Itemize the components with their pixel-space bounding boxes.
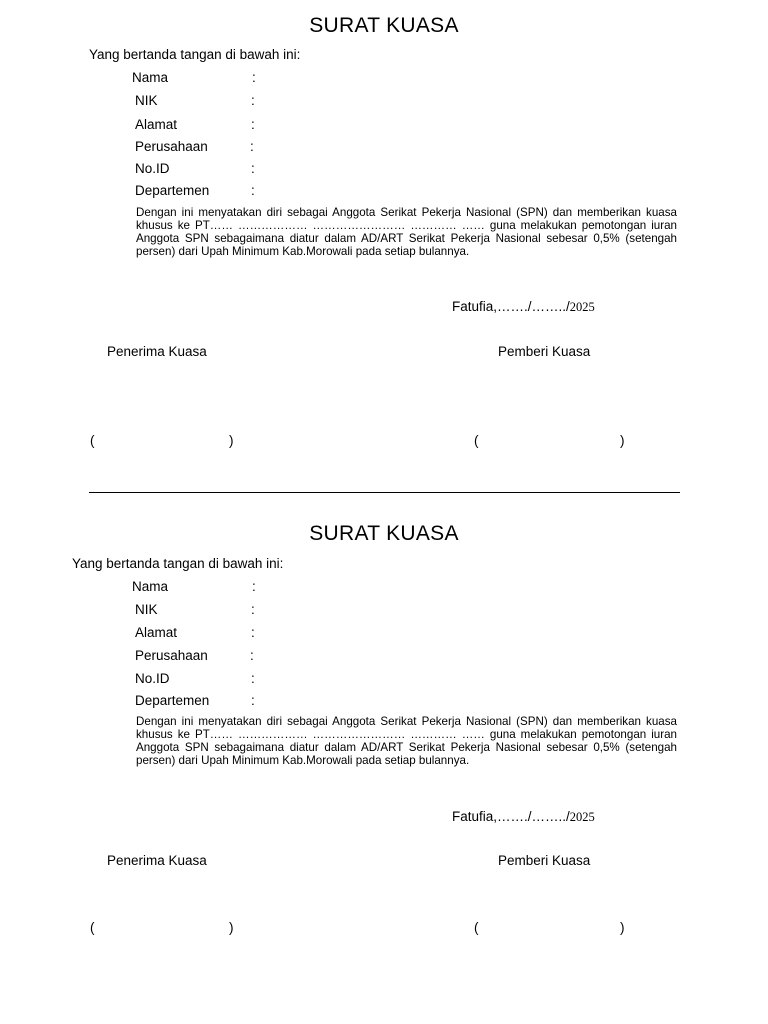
field-colon: : bbox=[251, 602, 255, 617]
field-label-departemen: Departemen bbox=[135, 693, 210, 708]
giver-label: Pemberi Kuasa bbox=[498, 344, 591, 359]
field-label-perusahaan: Perusahaan bbox=[135, 139, 208, 154]
receiver-signature-close-paren: ) bbox=[229, 433, 234, 448]
place-date-text: Fatufia,……./……../ bbox=[452, 299, 570, 314]
receiver-signature-open-paren: ( bbox=[90, 433, 95, 448]
field-colon: : bbox=[251, 671, 255, 686]
field-label-no-id: No.ID bbox=[135, 671, 170, 686]
field-colon: : bbox=[250, 648, 254, 663]
field-colon: : bbox=[251, 183, 255, 198]
statement-paragraph: Dengan ini menyatakan diri sebagai Anggota Serikat Pekerja Nasional (SPN) dan memberikan kuasa khusus ke PT…… ……………… …………………… ………… …… guna melakukan pemotongan iuran Anggota SPN sebagaimana diatur dalam AD/ART Serikat Pekerja Nasional sebesar 0,5% (setengah persen) dari Upah Minimum Kab.Morowali pada setiap bulannya. bbox=[136, 715, 677, 767]
form-title: SURAT KUASA bbox=[309, 522, 459, 545]
receiver-label: Penerima Kuasa bbox=[107, 853, 207, 868]
form-title: SURAT KUASA bbox=[309, 14, 459, 37]
field-label-nik: NIK bbox=[135, 93, 158, 108]
giver-signature-close-paren: ) bbox=[620, 920, 625, 935]
receiver-label: Penerima Kuasa bbox=[107, 344, 207, 359]
receiver-signature-open-paren: ( bbox=[90, 920, 95, 935]
giver-signature-open-paren: ( bbox=[474, 433, 479, 448]
cut-line-divider bbox=[89, 492, 680, 493]
giver-label: Pemberi Kuasa bbox=[498, 853, 591, 868]
receiver-signature-close-paren: ) bbox=[229, 920, 234, 935]
field-label-no-id: No.ID bbox=[135, 161, 170, 176]
field-label-alamat: Alamat bbox=[135, 625, 178, 640]
place-date bbox=[452, 809, 595, 825]
field-colon: : bbox=[250, 139, 254, 154]
field-label-perusahaan: Perusahaan bbox=[135, 648, 208, 663]
intro-text: Yang bertanda tangan di bawah ini: bbox=[72, 556, 284, 571]
field-label-alamat: Alamat bbox=[135, 117, 178, 132]
intro-text: Yang bertanda tangan di bawah ini: bbox=[89, 47, 301, 62]
giver-signature-open-paren: ( bbox=[474, 920, 479, 935]
year-text: 2025 bbox=[569, 300, 595, 314]
field-colon: : bbox=[251, 161, 255, 176]
field-label-departemen: Departemen bbox=[135, 183, 210, 198]
field-colon: : bbox=[252, 70, 256, 85]
place-date bbox=[452, 299, 595, 315]
field-colon: : bbox=[252, 579, 256, 594]
field-colon: : bbox=[251, 625, 255, 640]
field-colon: : bbox=[251, 93, 255, 108]
place-date-text: Fatufia,……./……../ bbox=[452, 809, 570, 824]
field-label-nama: Nama bbox=[132, 70, 169, 85]
field-colon: : bbox=[251, 693, 255, 708]
year-text: 2025 bbox=[569, 810, 595, 824]
giver-signature-close-paren: ) bbox=[620, 433, 625, 448]
statement-paragraph: Dengan ini menyatakan diri sebagai Anggota Serikat Pekerja Nasional (SPN) dan memberikan kuasa khusus ke PT…… ……………… …………………… ………… …… guna melakukan pemotongan iuran Anggota SPN sebagaimana diatur dalam AD/ART Serikat Pekerja Nasional sebesar 0,5% (setengah persen) dari Upah Minimum Kab.Morowali pada setiap bulannya. bbox=[136, 206, 677, 258]
field-label-nama: Nama bbox=[132, 579, 169, 594]
field-label-nik: NIK bbox=[135, 602, 158, 617]
field-colon: : bbox=[251, 117, 255, 132]
